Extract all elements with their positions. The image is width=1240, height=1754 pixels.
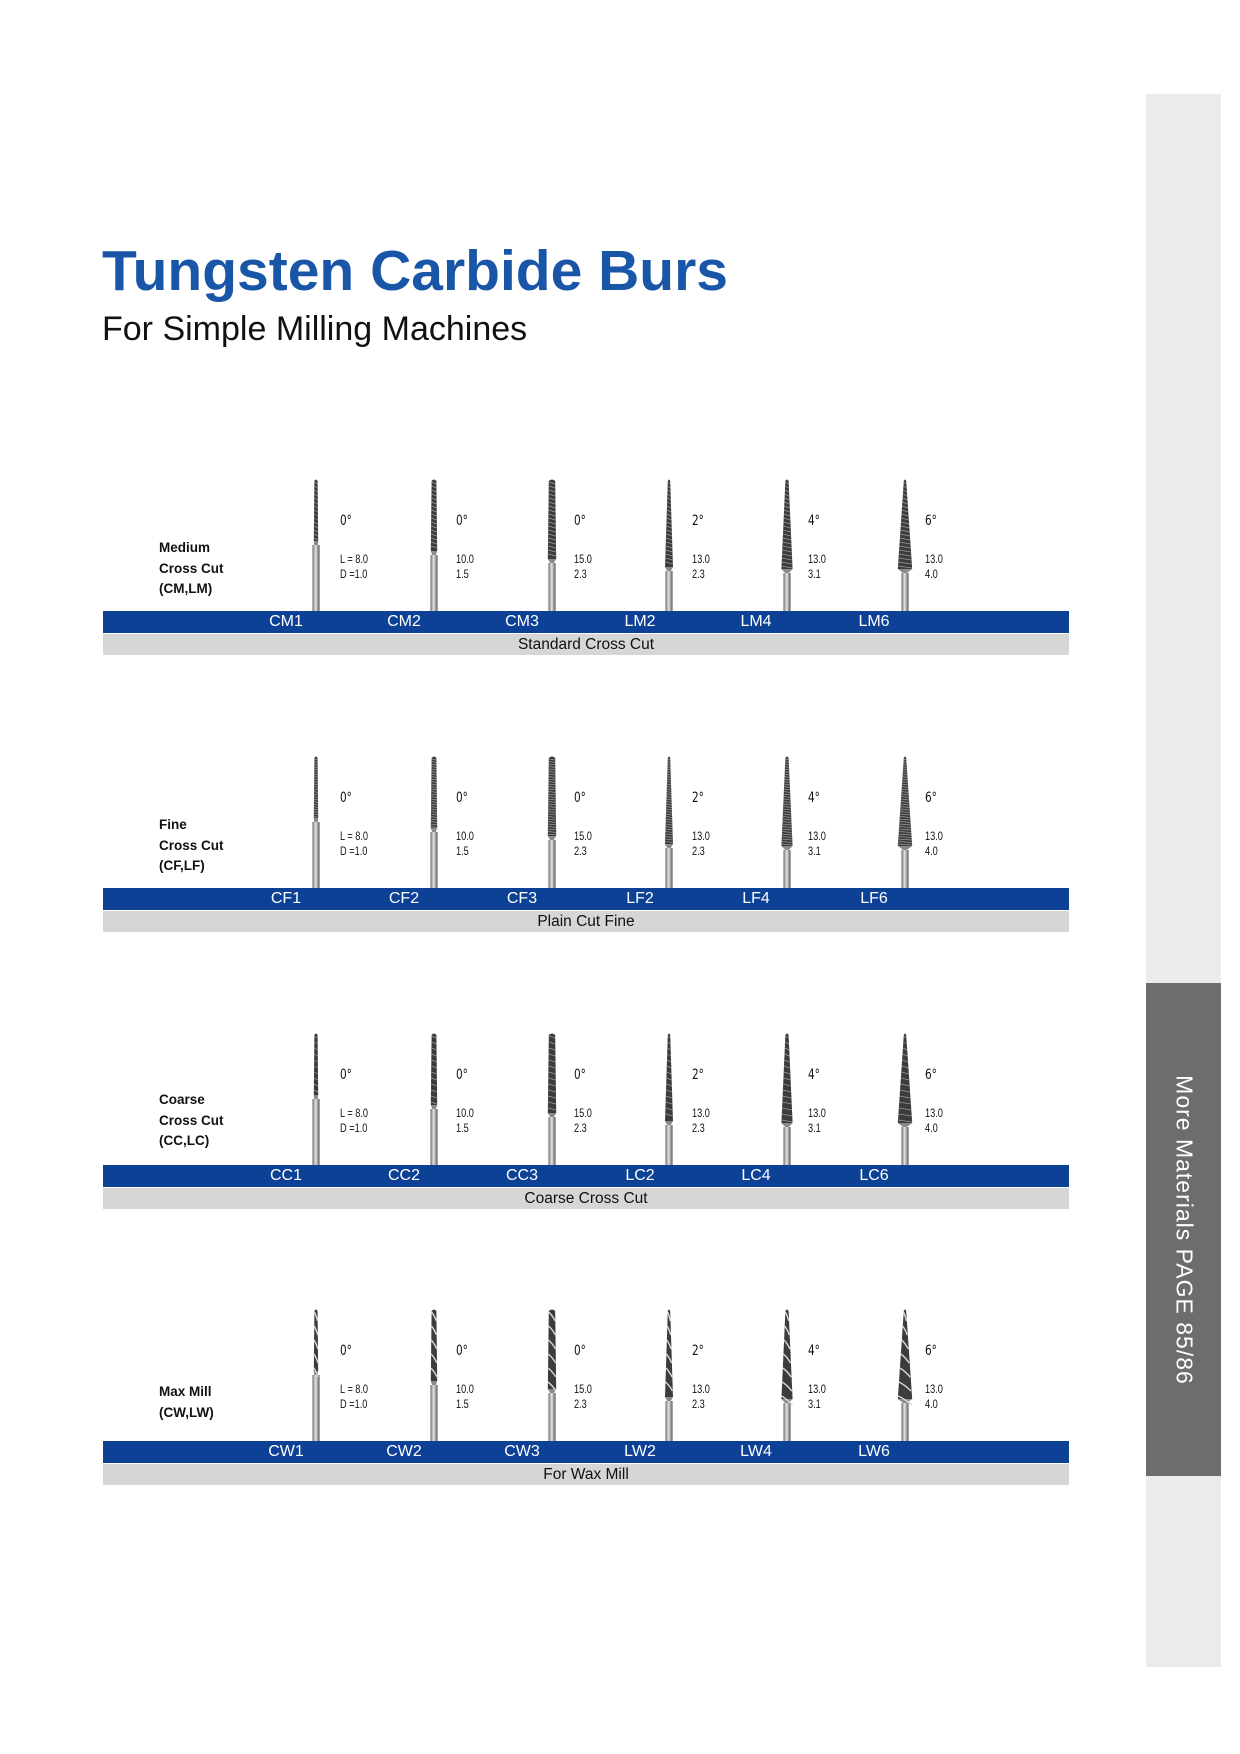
product-code: LW2 — [624, 1443, 656, 1460]
taper-angle: 6° — [925, 1067, 937, 1083]
head-diameter: 1.5 — [456, 846, 469, 858]
head-diameter: 2.3 — [692, 846, 705, 858]
bur-image — [661, 1031, 677, 1186]
bur-image — [308, 1031, 324, 1186]
group-label-line: Cross Cut — [159, 1112, 224, 1128]
bur-dimensions — [692, 1107, 710, 1137]
taper-angle: 0° — [340, 790, 352, 806]
taper-angle: 4° — [808, 790, 820, 806]
working-length: 13.0 — [808, 1384, 826, 1396]
group-label — [159, 815, 224, 877]
taper-angle: 0° — [456, 790, 468, 806]
group-label-line: Max Mill — [159, 1384, 212, 1399]
group-label — [159, 1090, 224, 1152]
product-code: CM2 — [387, 613, 421, 630]
taper-angle: 6° — [925, 513, 937, 529]
head-diameter: 2.3 — [574, 1399, 587, 1411]
head-diameter: 4.0 — [925, 1123, 938, 1135]
taper-angle: 4° — [808, 1067, 820, 1083]
group-label-line: Medium — [159, 540, 211, 555]
product-code: LM4 — [740, 613, 772, 630]
bur-dimensions — [808, 830, 826, 860]
taper-angle: 6° — [925, 1343, 937, 1359]
product-code: LC2 — [625, 1167, 655, 1184]
taper-angle: 2° — [692, 513, 704, 529]
product-code: LF6 — [860, 890, 888, 907]
head-diameter: 4.0 — [925, 569, 938, 581]
bur-dimensions — [808, 1107, 826, 1137]
bur-dimensions — [574, 1383, 592, 1413]
category-label: Coarse Cross Cut — [103, 1188, 1069, 1209]
head-diameter: 1.5 — [456, 569, 469, 581]
working-length: 15.0 — [574, 1108, 592, 1120]
bur-image — [426, 1307, 442, 1462]
bur-image — [544, 477, 560, 632]
taper-angle: 6° — [925, 790, 937, 806]
bur-image — [544, 1307, 560, 1462]
bur-image — [426, 477, 442, 632]
head-diameter: 3.1 — [808, 846, 821, 858]
bur-dimensions — [574, 830, 592, 860]
bur-dimensions — [574, 1107, 592, 1137]
working-length: 13.0 — [808, 1108, 826, 1120]
head-diameter: D =1.0 — [340, 1123, 368, 1135]
group-label-line: (CM,LM) — [159, 581, 213, 596]
bur-dimensions — [456, 830, 474, 860]
working-length: 10.0 — [456, 831, 474, 843]
working-length: 15.0 — [574, 1384, 592, 1396]
taper-angle: 4° — [808, 1343, 820, 1359]
bur-dimensions — [692, 830, 710, 860]
working-length: 13.0 — [925, 1108, 943, 1120]
product-code: LM2 — [624, 613, 656, 630]
working-length: 13.0 — [692, 554, 710, 566]
bur-image — [661, 754, 677, 909]
bur-image — [897, 754, 913, 909]
taper-angle: 0° — [574, 513, 586, 529]
head-diameter: 2.3 — [574, 569, 587, 581]
working-length: 10.0 — [456, 1108, 474, 1120]
bur-image — [308, 1307, 324, 1462]
bur-image — [308, 754, 324, 909]
taper-angle: 0° — [574, 1067, 586, 1083]
product-code: LF4 — [742, 890, 770, 907]
working-length: 15.0 — [574, 554, 592, 566]
working-length: 13.0 — [692, 1108, 710, 1120]
working-length: L = 8.0 — [340, 1108, 369, 1120]
head-diameter: D =1.0 — [340, 1399, 368, 1411]
bur-dimensions — [692, 553, 710, 583]
taper-angle: 0° — [340, 1343, 352, 1359]
head-diameter: 1.5 — [456, 1123, 469, 1135]
product-code-bar — [103, 888, 1069, 910]
head-diameter: D =1.0 — [340, 569, 368, 581]
head-diameter: 4.0 — [925, 1399, 938, 1411]
taper-angle: 0° — [456, 1343, 468, 1359]
working-length: 13.0 — [925, 554, 943, 566]
product-code-bar — [103, 611, 1069, 633]
category-label: Standard Cross Cut — [103, 634, 1069, 655]
product-code: LM6 — [858, 613, 890, 630]
bur-image — [426, 754, 442, 909]
product-code: LW6 — [858, 1443, 890, 1460]
product-code: LC4 — [741, 1167, 771, 1184]
head-diameter: 4.0 — [925, 846, 938, 858]
group-label-line: (CW,LW) — [159, 1404, 214, 1420]
bur-dimensions — [925, 1383, 943, 1413]
product-code-bar — [103, 1165, 1069, 1187]
more-materials-tab[interactable] — [1146, 983, 1221, 1476]
working-length: L = 8.0 — [340, 1384, 369, 1396]
working-length: 15.0 — [574, 831, 592, 843]
head-diameter: 3.1 — [808, 569, 821, 581]
bur-image — [544, 1031, 560, 1186]
taper-angle: 2° — [692, 790, 704, 806]
bur-image — [779, 1307, 795, 1462]
bur-dimensions — [692, 1383, 710, 1413]
bur-image — [308, 477, 324, 632]
product-code: CF2 — [388, 890, 420, 907]
head-diameter: 3.1 — [808, 1399, 821, 1411]
working-length: 13.0 — [808, 554, 826, 566]
bur-image — [779, 754, 795, 909]
working-length: 13.0 — [808, 831, 826, 843]
working-length: 13.0 — [692, 831, 710, 843]
bur-dimensions — [456, 553, 474, 583]
page-subtitle: For Simple Milling Machines — [102, 310, 528, 348]
bur-dimensions — [456, 1383, 474, 1413]
working-length: 13.0 — [925, 831, 943, 843]
bur-image — [779, 477, 795, 632]
working-length: 13.0 — [925, 1384, 943, 1396]
working-length: 10.0 — [456, 554, 474, 566]
bur-dimensions — [925, 553, 943, 583]
working-length: L = 8.0 — [340, 554, 369, 566]
product-code: CM3 — [505, 613, 539, 630]
bur-dimensions — [456, 1107, 474, 1137]
head-diameter: 2.3 — [574, 1123, 587, 1135]
bur-image — [897, 477, 913, 632]
group-label — [159, 538, 224, 600]
bur-dimensions — [340, 830, 368, 860]
product-code: CF1 — [270, 890, 302, 907]
head-diameter: D =1.0 — [340, 846, 368, 858]
product-code: CM1 — [269, 613, 303, 630]
head-diameter: 3.1 — [808, 1123, 821, 1135]
bur-dimensions — [340, 553, 368, 583]
taper-angle: 0° — [456, 513, 468, 529]
taper-angle: 0° — [574, 790, 586, 806]
product-code: LC6 — [859, 1167, 889, 1184]
bur-dimensions — [574, 553, 592, 583]
bur-dimensions — [340, 1107, 368, 1137]
group-label-line: Fine — [159, 817, 187, 832]
head-diameter: 1.5 — [456, 1399, 469, 1411]
bur-image — [661, 1307, 677, 1462]
head-diameter: 2.3 — [692, 1123, 705, 1135]
taper-angle: 4° — [808, 513, 820, 529]
bur-dimensions — [808, 1383, 826, 1413]
product-code: CW3 — [504, 1443, 540, 1460]
product-code: LW4 — [740, 1443, 772, 1460]
category-label: For Wax Mill — [103, 1464, 1069, 1485]
head-diameter: 2.3 — [692, 1399, 705, 1411]
group-label-line: Cross Cut — [159, 560, 224, 576]
bur-dimensions — [808, 553, 826, 583]
group-label-line: (CC,LC) — [159, 1133, 210, 1148]
more-materials-label: More Materials PAGE 85/86 — [1171, 1074, 1197, 1385]
product-code: CC1 — [269, 1167, 302, 1184]
bur-image — [544, 754, 560, 909]
page-title: Tungsten Carbide Burs — [102, 239, 728, 303]
bur-dimensions — [340, 1383, 368, 1413]
group-label-line: (CF,LF) — [159, 858, 205, 873]
product-code: CC2 — [387, 1167, 420, 1184]
bur-image — [897, 1307, 913, 1462]
bur-image — [426, 1031, 442, 1186]
bur-dimensions — [925, 830, 943, 860]
working-length: 13.0 — [692, 1384, 710, 1396]
bur-image — [897, 1031, 913, 1186]
taper-angle: 0° — [456, 1067, 468, 1083]
head-diameter: 2.3 — [692, 569, 705, 581]
group-label-line: Coarse — [159, 1092, 205, 1107]
bur-dimensions — [925, 1107, 943, 1137]
taper-angle: 0° — [340, 1067, 352, 1083]
taper-angle: 2° — [692, 1067, 704, 1083]
product-code: CF3 — [506, 890, 538, 907]
group-label — [159, 1382, 214, 1423]
product-code: LF2 — [626, 890, 654, 907]
head-diameter: 2.3 — [574, 846, 587, 858]
bur-image — [779, 1031, 795, 1186]
bur-image — [661, 477, 677, 632]
taper-angle: 2° — [692, 1343, 704, 1359]
working-length: L = 8.0 — [340, 831, 369, 843]
product-code: CC3 — [505, 1167, 538, 1184]
taper-angle: 0° — [574, 1343, 586, 1359]
working-length: 10.0 — [456, 1384, 474, 1396]
product-code: CW2 — [386, 1443, 422, 1460]
taper-angle: 0° — [340, 513, 352, 529]
product-code-bar — [103, 1441, 1069, 1463]
category-label: Plain Cut Fine — [103, 911, 1069, 932]
group-label-line: Cross Cut — [159, 837, 224, 853]
product-code: CW1 — [268, 1443, 304, 1460]
